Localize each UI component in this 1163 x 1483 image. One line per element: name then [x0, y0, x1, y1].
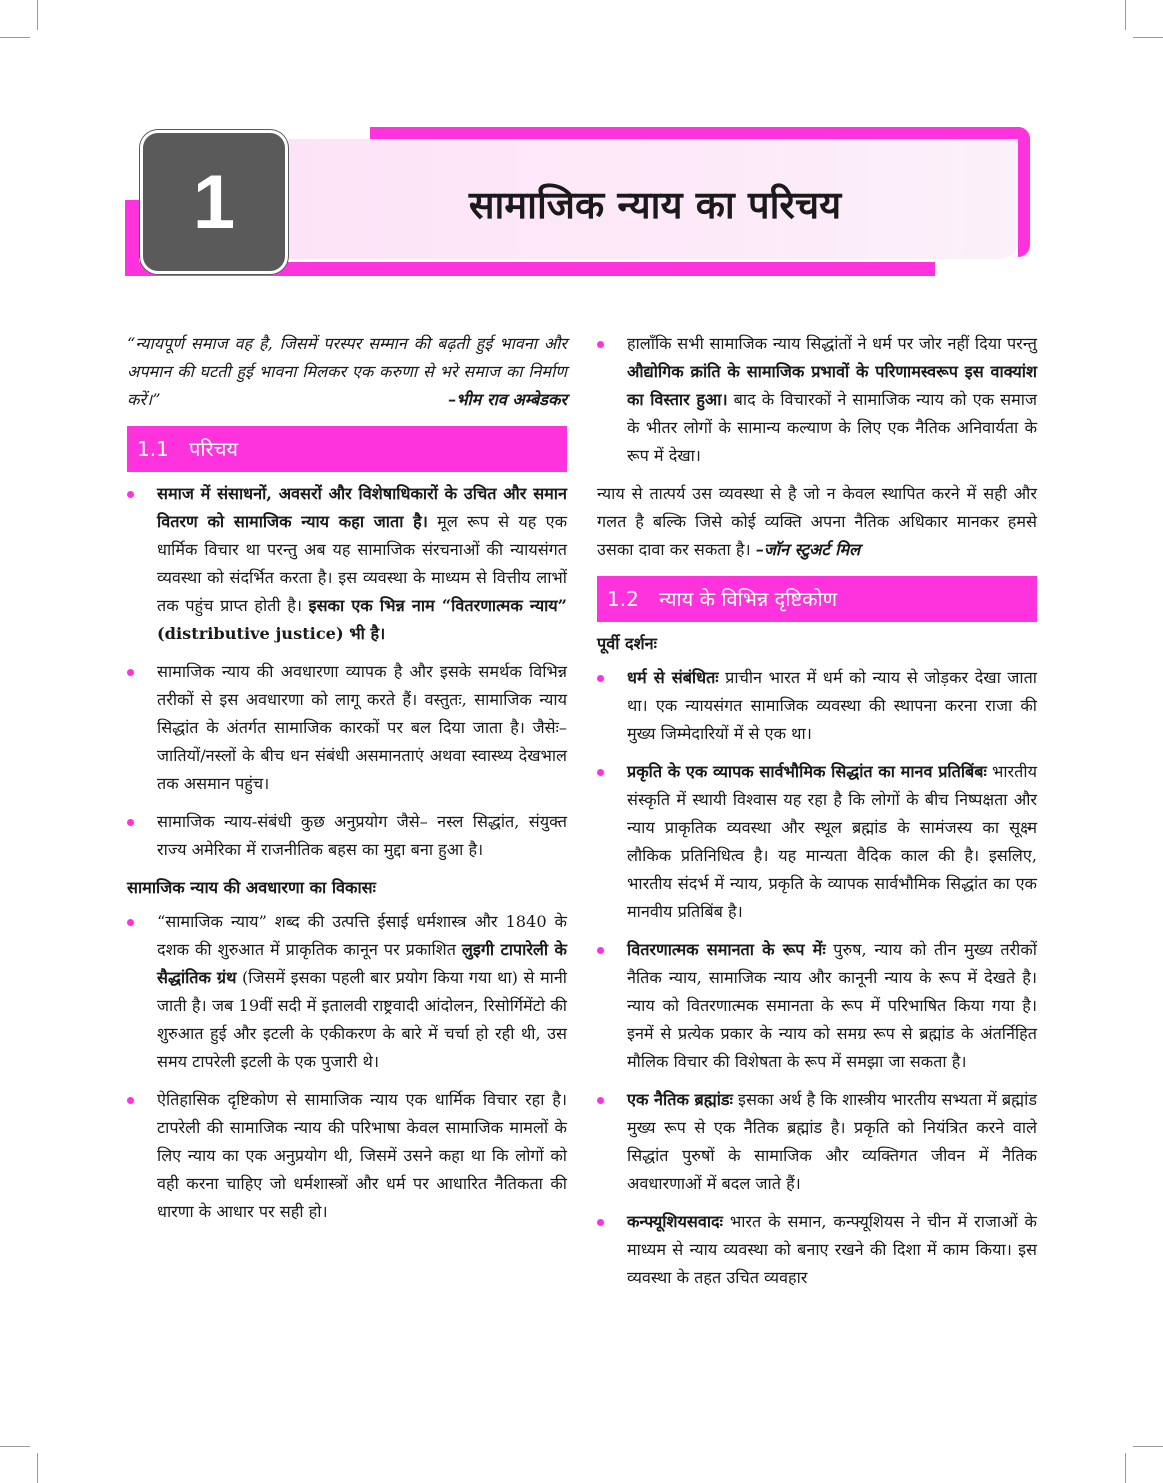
quote-author: –जॉन स्टुअर्ट मिल	[755, 540, 861, 559]
quote-author: –भीम राव अम्बेडकर	[447, 390, 567, 409]
bullet-icon	[597, 769, 604, 776]
body-text: (जिसमें इसका पहली बार प्रयोग किया गया था) से मानी जाती है। जब 19वीं सदी में इतालवी राष्ट्रवादी आंदोलन, रिसोर्गिमेंटो की शुरुआत हुई और इटली के एकीकरण के बारे में चर्चा हो रही थी, उस समय टापरेली इटली के एक पुजारी थे।	[157, 968, 568, 1071]
section-title: परिचय	[189, 437, 239, 461]
body-text: मूल रूप से यह एक धार्मिक विचार था परन्तु अब यह सामाजिक संरचनाओं की न्यायसंगत व्यवस्था को संदर्भित करता है। इस व्यवस्था के माध्यम से वित्तीय लाभों तक पहुंच प्राप्त होती है।	[157, 512, 567, 615]
quote-text: “न्यायपूर्ण समाज वह है, जिसमें परस्पर सम्मान की बढ़ती हुई भावना और अपमान की घटती हुई भावना मिलकर एक करुणा से भरे समाज का निर्माण करें।”	[127, 334, 567, 409]
list-item	[597, 1208, 1037, 1292]
crop-mark	[1125, 0, 1126, 30]
header-left-edge	[125, 200, 139, 276]
body-text: सामाजिक न्याय की अवधारणा व्यापक है और इसके समर्थक विभिन्न तरीकों से इस अवधारणा को लागू करते हैं। वस्तुतः, सामाजिक न्याय सिद्धांत के अंतर्गत सामाजिक कारकों पर बल दिया जाता है। जैसेः– जातियों/नस्लों के बीच धन संबंधी असमानताएं अथवा स्वास्थ्य देखभाल तक असमान पहुंच।	[157, 662, 567, 793]
crop-mark	[1125, 1453, 1126, 1483]
body-text: हालाँकि सभी सामाजिक न्याय सिद्धांतों ने धर्म पर जोर नहीं दिया परन्तु	[627, 334, 1037, 353]
bullet-icon	[127, 491, 134, 498]
bold-text: वितरणात्मक समानता के रूप मेंः	[627, 940, 826, 959]
crop-mark	[37, 1453, 38, 1483]
list-item	[127, 480, 567, 648]
evolution-bullet-list	[127, 908, 567, 1226]
body-text: सामाजिक न्याय-संबंधी कुछ अनुप्रयोग जैसे– नस्ल सिद्धांत, संयुक्त राज्य अमेरिका में राजनीतिक बहस का मुद्दा बना हुआ है।	[157, 812, 567, 859]
bold-text: औद्योगिक क्रांति के सामाजिक प्रभावों के परिणामस्वरूप इस वाक्यांश का विस्तार हुआ।	[627, 362, 1037, 409]
body-text: ऐतिहासिक दृष्टिकोण से सामाजिक न्याय एक धार्मिक विचार रहा है। टापरेली की सामाजिक न्याय की परिभाषा केवल सामाजिक मामलों के लिए न्याय का एक अनुप्रयोग थी, जिसमें उसने कहा था कि लोगों को वही करना चाहिए जो धर्मशास्त्रों और धर्म पर आधारित नैतिकता की धारणा के आधार पर सही हो।	[157, 1090, 567, 1221]
bullet-icon	[597, 947, 604, 954]
section-number: 1.1	[137, 437, 169, 461]
bullet-icon	[127, 669, 134, 676]
bold-text: कन्फ्यूशियसवादः	[627, 1212, 723, 1231]
list-item	[597, 330, 1037, 470]
body-text: प्राचीन भारत में धर्म को न्याय से जोड़कर देखा जाता था। एक न्यायसंगत सामाजिक व्यवस्था की स्थापना करना राजा की मुख्य जिम्मेदारियों में से एक था।	[627, 668, 1037, 743]
list-item	[597, 664, 1037, 748]
header-top-bar	[370, 127, 1030, 139]
left-column	[127, 330, 567, 1236]
bold-text: लुइगी टापारेली के सैद्धांतिक ग्रंथ	[157, 940, 567, 987]
section-number: 1.2	[607, 587, 639, 611]
bullet-icon	[597, 341, 604, 348]
list-item	[127, 908, 567, 1076]
bullet-icon	[127, 819, 134, 826]
list-item	[597, 936, 1037, 1076]
list-item	[127, 658, 567, 798]
body-text: न्याय से तात्पर्य उस व्यवस्था से है जो न केवल स्थापित करने में सही और गलत है बल्कि जिसे कोई व्यक्ति अपना नैतिक अधिकार मानकर हमसे उसका दावा कर सकता है।	[597, 484, 1037, 559]
bullet-icon	[127, 919, 134, 926]
body-text: बाद के विचारकों ने सामाजिक न्याय को एक समाज के भीतर लोगों के सामान्य कल्याण के लिए एक नैतिक अनिवार्यता के रूप में देखा।	[627, 390, 1037, 465]
bold-text: समाज में संसाधनों, अवसरों और विशेषाधिकारों के उचित और समान वितरण को सामाजिक न्याय कहा जाता है।	[157, 484, 567, 531]
bullet-icon	[597, 1219, 604, 1226]
crop-mark	[1133, 1446, 1163, 1447]
crop-mark	[0, 1446, 30, 1447]
bold-text: धर्म से संबंधितः	[627, 668, 719, 687]
continued-bullet-list	[597, 330, 1037, 470]
list-item	[597, 1086, 1037, 1198]
header-right-edge	[1018, 127, 1030, 257]
opening-quote	[127, 330, 567, 414]
chapter-number: 1	[192, 159, 236, 245]
chapter-number-box	[140, 130, 288, 274]
body-text: इसका अर्थ है कि शास्त्रीय भारतीय सभ्यता में ब्रह्मांड मुख्य रूप से एक नैतिक ब्रह्मांड है। प्रकृति को नियंत्रित करने वाले सिद्धांत पुरुषों के सामाजिक और व्यक्तिगत जीवन में नैतिक अवधारणाओं में बदल जाते हैं।	[627, 1090, 1037, 1193]
bold-text: इसका एक भिन्न नाम “वितरणात्मक न्याय” (distributive justice) भी है।	[157, 596, 567, 643]
section-heading-1-1	[127, 426, 567, 472]
list-item	[127, 1086, 567, 1226]
list-item	[597, 758, 1037, 926]
body-text: “सामाजिक न्याय” शब्द की उत्पत्ति ईसाई धर्मशास्त्र और 1840 के दशक की शुरुआत में प्राकृतिक कानून पर प्रकाशित	[157, 912, 567, 959]
section-heading-1-2	[597, 576, 1037, 622]
bold-text: एक नैतिक ब्रह्मांडः	[627, 1090, 733, 1109]
sub-heading-evolution: सामाजिक न्याय की अवधारणा का विकासः	[127, 878, 376, 897]
eastern-bullet-list	[597, 664, 1037, 1292]
bullet-icon	[127, 1097, 134, 1104]
crop-mark	[0, 37, 30, 38]
intro-bullet-list	[127, 480, 567, 864]
body-text: भारतीय संस्कृति में स्थायी विश्वास यह रहा है कि लोगों के बीच निष्पक्षता और न्याय प्राकृतिक व्यवस्था और स्थूल ब्रह्मांड के सामंजस्य का सूक्ष्म लौकिक प्रतिनिधित्व है। यह मान्यता वैदिक काल की है। इसलिए, भारतीय संदर्भ में न्याय, प्रकृति के व्यापक सार्वभौमिक सिद्धांत का एक मानवीय प्रतिबिंब है।	[627, 762, 1037, 921]
bullet-icon	[597, 675, 604, 682]
section-title: न्याय के विभिन्न दृष्टिकोण	[659, 587, 838, 611]
body-text: पुरुष, न्याय को तीन मुख्य तरीकों नैतिक न्याय, सामाजिक न्याय और कानूनी न्याय के रूप में देखते है। न्याय को वितरणात्मक समानता के रूप में परिभाषित किया गया है। इनमें से प्रत्येक प्रकार के न्याय को समग्र रूप से ब्रह्मांड के अंतर्निहित मौलिक विचार की विशेषता के रूप में समझा जा सकता है।	[627, 940, 1037, 1071]
crop-mark	[1133, 37, 1163, 38]
list-item	[127, 808, 567, 864]
right-column	[597, 330, 1037, 1302]
body-text: भारत के समान, कन्फ्यूशियस ने चीन में राजाओं के माध्यम से न्याय व्यवस्था को बनाए रखने की दिशा में काम किया। इस व्यवस्था के तहत उचित व्यवहार	[627, 1212, 1037, 1287]
sub-heading-eastern: पूर्वी दर्शनः	[597, 634, 657, 653]
mill-quote-paragraph	[597, 480, 1037, 564]
bullet-icon	[597, 1097, 604, 1104]
bold-text: प्रकृति के एक व्यापक सार्वभौमिक सिद्धांत का मानव प्रतिबिंबः	[627, 762, 987, 781]
crop-mark	[37, 0, 38, 30]
chapter-title: सामाजिक न्याय का परिचय	[468, 182, 842, 227]
